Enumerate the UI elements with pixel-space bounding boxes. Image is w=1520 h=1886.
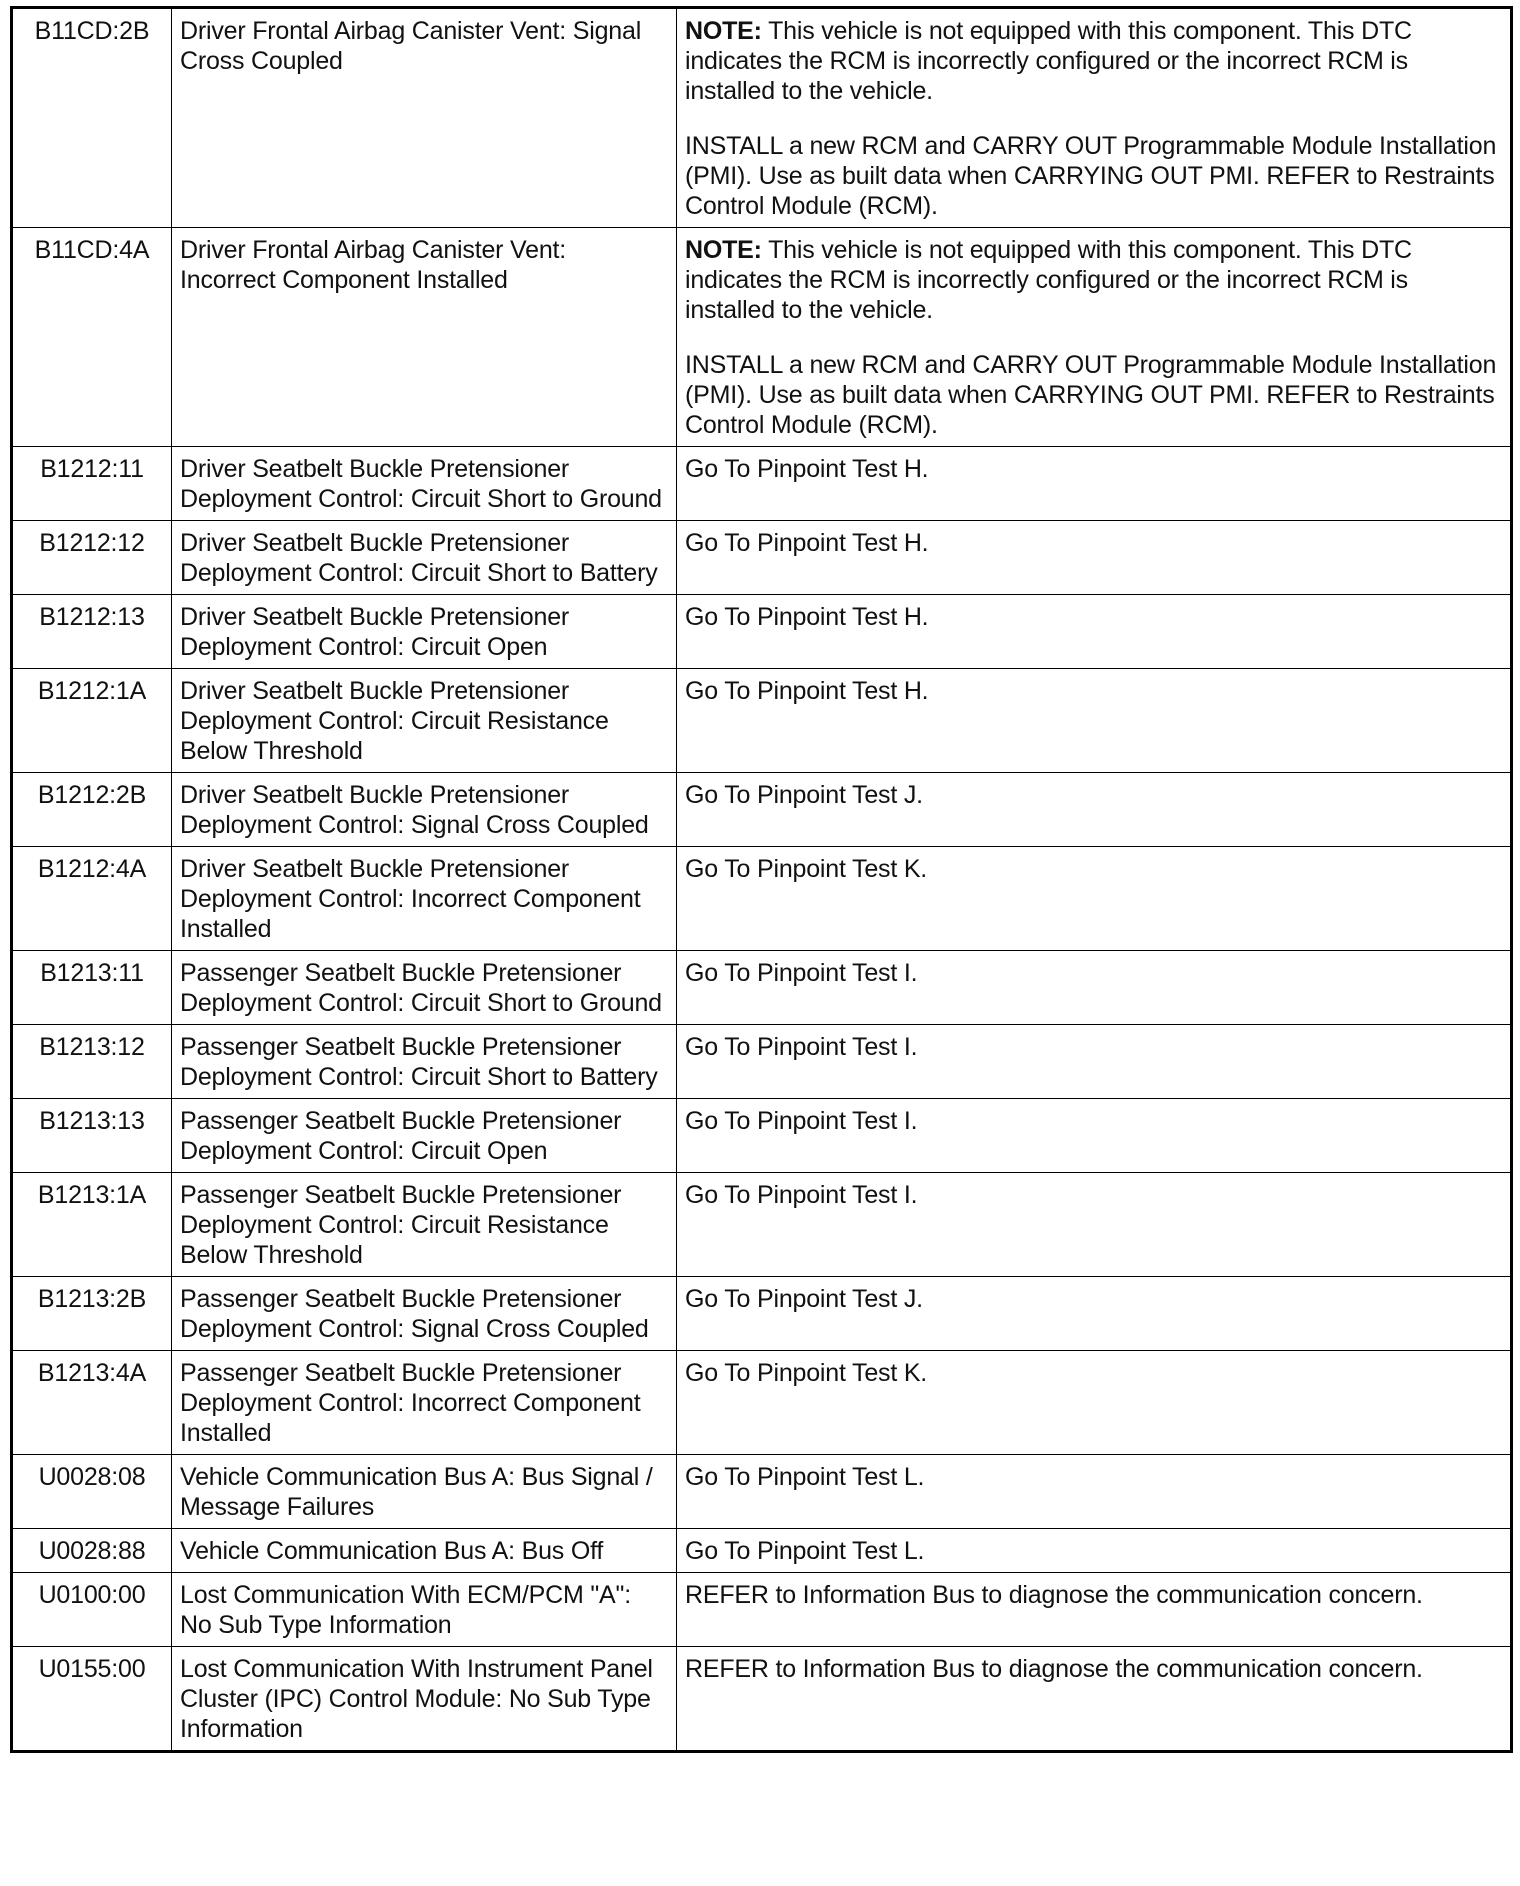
dtc-action: Go To Pinpoint Test J. [677, 773, 1512, 847]
dtc-action: REFER to Information Bus to diagnose the communication concern. [677, 1647, 1512, 1752]
table-row [12, 521, 1512, 595]
dtc-action: REFER to Information Bus to diagnose the communication concern. [677, 1573, 1512, 1647]
table-row [12, 228, 1512, 447]
table-row [12, 951, 1512, 1025]
dtc-code: B11CD:2B [12, 8, 172, 228]
table-row [12, 1573, 1512, 1647]
dtc-action: Go To Pinpoint Test L. [677, 1529, 1512, 1573]
dtc-description: Lost Communication With ECM/PCM "A": No Sub Type Information [172, 1573, 677, 1647]
table-row [12, 447, 1512, 521]
dtc-code: B1212:2B [12, 773, 172, 847]
table-row [12, 669, 1512, 773]
dtc-action [677, 228, 1512, 447]
dtc-description: Driver Seatbelt Buckle Pretensioner Deployment Control: Circuit Short to Battery [172, 521, 677, 595]
dtc-action: Go To Pinpoint Test L. [677, 1455, 1512, 1529]
table-row [12, 1277, 1512, 1351]
dtc-action: Go To Pinpoint Test H. [677, 521, 1512, 595]
dtc-action: Go To Pinpoint Test I. [677, 1025, 1512, 1099]
dtc-description: Passenger Seatbelt Buckle Pretensioner Deployment Control: Circuit Open [172, 1099, 677, 1173]
note-text: This vehicle is not equipped with this component. This DTC indicates the RCM is incorrectly configured or the incorrect RCM is installed to the vehicle. [685, 236, 1412, 324]
table-row [12, 1529, 1512, 1573]
dtc-action [677, 8, 1512, 228]
dtc-code: B1213:12 [12, 1025, 172, 1099]
table-row [12, 1025, 1512, 1099]
dtc-action: Go To Pinpoint Test H. [677, 595, 1512, 669]
dtc-description: Driver Frontal Airbag Canister Vent: Incorrect Component Installed [172, 228, 677, 447]
note-label: NOTE: [685, 236, 762, 264]
dtc-description: Driver Seatbelt Buckle Pretensioner Deployment Control: Circuit Open [172, 595, 677, 669]
dtc-action: Go To Pinpoint Test H. [677, 447, 1512, 521]
dtc-description: Vehicle Communication Bus A: Bus Signal / Message Failures [172, 1455, 677, 1529]
dtc-description: Lost Communication With Instrument Panel Cluster (IPC) Control Module: No Sub Type Information [172, 1647, 677, 1752]
dtc-code: B11CD:4A [12, 228, 172, 447]
action-paragraph: INSTALL a new RCM and CARRY OUT Programmable Module Installation (PMI). Use as built data when CARRYING OUT PMI. REFER to Restraints Control Module (RCM). [685, 351, 1497, 439]
dtc-code: U0100:00 [12, 1573, 172, 1647]
note-paragraph [685, 16, 1502, 106]
dtc-code: B1212:13 [12, 595, 172, 669]
dtc-code: U0028:08 [12, 1455, 172, 1529]
dtc-code: B1212:4A [12, 847, 172, 951]
note-text: This vehicle is not equipped with this component. This DTC indicates the RCM is incorrectly configured or the incorrect RCM is installed to the vehicle. [685, 17, 1412, 105]
dtc-code: U0155:00 [12, 1647, 172, 1752]
dtc-table [10, 6, 1513, 1753]
dtc-action: Go To Pinpoint Test J. [677, 1277, 1512, 1351]
dtc-description: Passenger Seatbelt Buckle Pretensioner Deployment Control: Signal Cross Coupled [172, 1277, 677, 1351]
dtc-code: U0028:88 [12, 1529, 172, 1573]
table-row [12, 1647, 1512, 1752]
table-row [12, 8, 1512, 228]
table-row [12, 1173, 1512, 1277]
dtc-description: Driver Seatbelt Buckle Pretensioner Deployment Control: Circuit Short to Ground [172, 447, 677, 521]
table-row [12, 1351, 1512, 1455]
table-row [12, 847, 1512, 951]
table-row [12, 1099, 1512, 1173]
dtc-description: Driver Seatbelt Buckle Pretensioner Deployment Control: Incorrect Component Installed [172, 847, 677, 951]
dtc-code: B1213:1A [12, 1173, 172, 1277]
dtc-code: B1212:12 [12, 521, 172, 595]
dtc-description: Driver Seatbelt Buckle Pretensioner Deployment Control: Circuit Resistance Below Threshold [172, 669, 677, 773]
dtc-code: B1213:13 [12, 1099, 172, 1173]
dtc-description: Passenger Seatbelt Buckle Pretensioner Deployment Control: Circuit Resistance Below Threshold [172, 1173, 677, 1277]
dtc-description: Passenger Seatbelt Buckle Pretensioner Deployment Control: Circuit Short to Battery [172, 1025, 677, 1099]
dtc-description: Driver Frontal Airbag Canister Vent: Signal Cross Coupled [172, 8, 677, 228]
note-paragraph [685, 235, 1502, 325]
dtc-action: Go To Pinpoint Test I. [677, 951, 1512, 1025]
dtc-description: Passenger Seatbelt Buckle Pretensioner Deployment Control: Circuit Short to Ground [172, 951, 677, 1025]
table-row [12, 1455, 1512, 1529]
dtc-code: B1212:11 [12, 447, 172, 521]
table-row [12, 773, 1512, 847]
dtc-code: B1212:1A [12, 669, 172, 773]
dtc-action: Go To Pinpoint Test I. [677, 1099, 1512, 1173]
dtc-action: Go To Pinpoint Test I. [677, 1173, 1512, 1277]
action-paragraph: INSTALL a new RCM and CARRY OUT Programmable Module Installation (PMI). Use as built data when CARRYING OUT PMI. REFER to Restraints Control Module (RCM). [685, 132, 1497, 220]
dtc-code: B1213:11 [12, 951, 172, 1025]
dtc-description: Driver Seatbelt Buckle Pretensioner Deployment Control: Signal Cross Coupled [172, 773, 677, 847]
dtc-code: B1213:4A [12, 1351, 172, 1455]
dtc-description: Passenger Seatbelt Buckle Pretensioner Deployment Control: Incorrect Component Installed [172, 1351, 677, 1455]
dtc-action: Go To Pinpoint Test K. [677, 1351, 1512, 1455]
dtc-code: B1213:2B [12, 1277, 172, 1351]
dtc-description: Vehicle Communication Bus A: Bus Off [172, 1529, 677, 1573]
table-row [12, 595, 1512, 669]
note-label: NOTE: [685, 17, 762, 45]
dtc-action: Go To Pinpoint Test H. [677, 669, 1512, 773]
dtc-action: Go To Pinpoint Test K. [677, 847, 1512, 951]
